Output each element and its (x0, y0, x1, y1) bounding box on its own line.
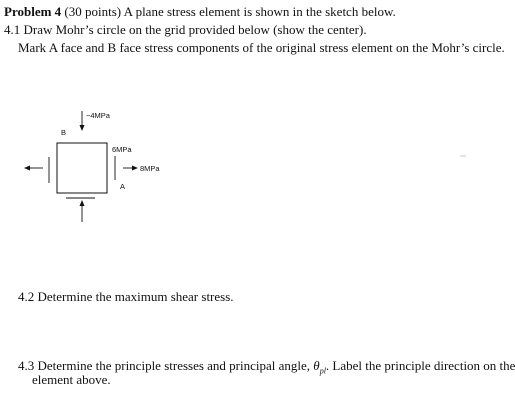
problem-number: Problem 4 (4, 4, 62, 19)
principal-angle-symbol: θ (313, 358, 320, 373)
left-stress-arrowhead (24, 166, 30, 171)
part-4-2-question: 4.2 Determine the maximum shear stress. (18, 289, 234, 304)
stress-element-square (57, 143, 107, 193)
principal-angle-subscript: pl (319, 366, 326, 376)
part-4-1-instruction: 4.1 Draw Mohr’s circle on the grid provided below (show the center). (4, 22, 367, 37)
face-b-label: B (61, 128, 67, 137)
face-a-label: A (120, 182, 126, 191)
right-stress-arrowhead (132, 166, 138, 171)
part-4-3-text-end: . Label the principle direction on the (325, 358, 515, 373)
part-4-3-text-start: 4.3 Determine the principle stresses and principal angle, (18, 358, 311, 373)
problem-description: (30 points) A plane stress element is shown in the sketch below. (64, 4, 396, 19)
top-stress-label: −4MPa (86, 111, 110, 120)
top-stress-arrowhead (80, 125, 85, 131)
right-stress-label: 8MPa (140, 164, 160, 173)
shear-stress-label: 6MPa (112, 145, 132, 154)
part-4-3-continuation: element above. (32, 372, 111, 387)
bottom-stress-arrowhead (80, 200, 85, 206)
part-4-1-subinstruction: Mark A face and B face stress components of the original stress element on the Mohr’s circle. (18, 40, 505, 55)
